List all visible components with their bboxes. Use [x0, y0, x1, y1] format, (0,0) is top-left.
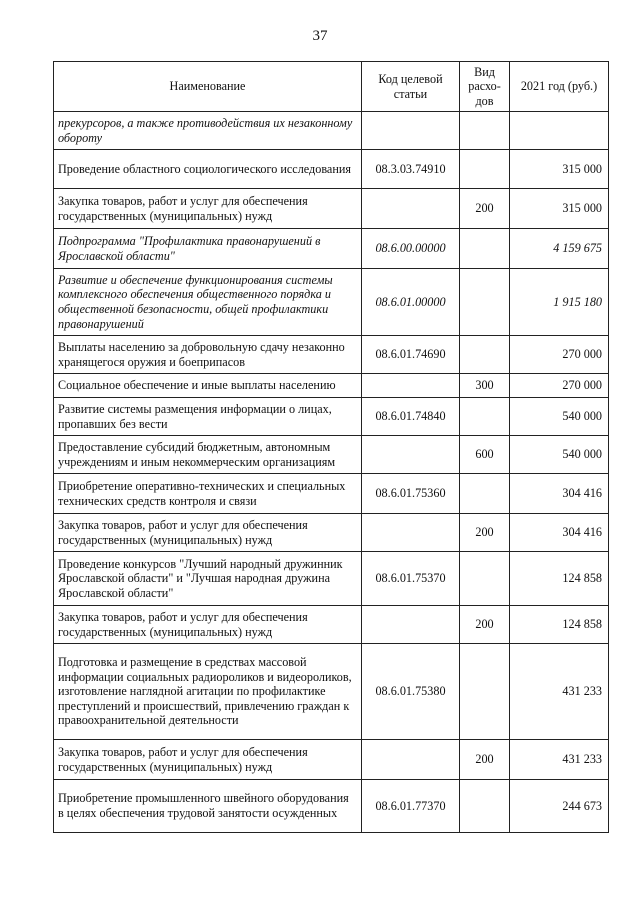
- row-kind-cell: [460, 229, 510, 269]
- row-name-cell: Закупка товаров, работ и услуг для обеспечения государственных (муниципальных) нужд: [54, 189, 362, 229]
- header-name: Наименование: [54, 62, 362, 112]
- header-amount: 2021 год (руб.): [510, 62, 609, 112]
- row-code-cell: 08.6.01.75370: [362, 552, 460, 606]
- table-body: [54, 112, 609, 833]
- row-amount-cell: 270 000: [510, 336, 609, 374]
- row-name-cell: прекурсоров, а также противодействия их незаконному обороту: [54, 112, 362, 150]
- row-kind-cell: [460, 398, 510, 436]
- row-amount-cell: 315 000: [510, 189, 609, 229]
- row-kind-cell: 200: [460, 514, 510, 552]
- row-code-cell: 08.3.03.74910: [362, 150, 460, 189]
- row-kind-cell: [460, 474, 510, 514]
- row-amount-cell: 431 233: [510, 740, 609, 780]
- table-row: [54, 514, 609, 552]
- row-name-cell: Подпрограмма "Профилактика правонарушений в Ярославской области": [54, 229, 362, 269]
- row-kind-cell: 200: [460, 740, 510, 780]
- row-code-cell: [362, 514, 460, 552]
- row-name-cell: Закупка товаров, работ и услуг для обеспечения государственных (муниципальных) нужд: [54, 740, 362, 780]
- row-name-cell: Выплаты населению за добровольную сдачу незаконно хранящегося оружия и боеприпасов: [54, 336, 362, 374]
- table-row: [54, 336, 609, 374]
- row-amount-cell: 540 000: [510, 436, 609, 474]
- table-header-row: [54, 62, 609, 112]
- table-row: [54, 436, 609, 474]
- row-amount-cell: 270 000: [510, 374, 609, 398]
- row-amount-cell: 124 858: [510, 606, 609, 644]
- row-name-cell: Социальное обеспечение и иные выплаты населению: [54, 374, 362, 398]
- row-code-cell: [362, 606, 460, 644]
- row-code-cell: [362, 189, 460, 229]
- row-code-cell: 08.6.00.00000: [362, 229, 460, 269]
- table-row: [54, 780, 609, 833]
- row-name-cell: Закупка товаров, работ и услуг для обеспечения государственных (муниципальных) нужд: [54, 514, 362, 552]
- row-amount-cell: 244 673: [510, 780, 609, 833]
- row-code-cell: 08.6.01.00000: [362, 269, 460, 336]
- row-code-cell: 08.6.01.75360: [362, 474, 460, 514]
- row-code-cell: [362, 436, 460, 474]
- table-row: [54, 474, 609, 514]
- row-kind-cell: [460, 150, 510, 189]
- row-kind-cell: [460, 112, 510, 150]
- table-row: [54, 374, 609, 398]
- row-code-cell: [362, 374, 460, 398]
- row-name-cell: Проведение областного социологического исследования: [54, 150, 362, 189]
- header-kind: Вид расхо-дов: [460, 62, 510, 112]
- row-kind-cell: 200: [460, 189, 510, 229]
- table-row: [54, 552, 609, 606]
- row-amount-cell: 304 416: [510, 514, 609, 552]
- row-name-cell: Закупка товаров, работ и услуг для обеспечения государственных (муниципальных) нужд: [54, 606, 362, 644]
- row-amount-cell: 315 000: [510, 150, 609, 189]
- page-number: 37: [312, 28, 328, 44]
- header-code: Код целевой статьи: [362, 62, 460, 112]
- table-row: [54, 606, 609, 644]
- table-row: [54, 229, 609, 269]
- row-amount-cell: 540 000: [510, 398, 609, 436]
- row-code-cell: 08.6.01.75380: [362, 644, 460, 740]
- row-kind-cell: [460, 336, 510, 374]
- table-row: [54, 269, 609, 336]
- row-kind-cell: [460, 269, 510, 336]
- budget-table: [53, 61, 609, 833]
- table-row: [54, 740, 609, 780]
- row-amount-cell: 304 416: [510, 474, 609, 514]
- row-name-cell: Развитие системы размещения информации о лицах, пропавших без вести: [54, 398, 362, 436]
- table-row: [54, 112, 609, 150]
- row-code-cell: 08.6.01.77370: [362, 780, 460, 833]
- row-kind-cell: 300: [460, 374, 510, 398]
- row-kind-cell: [460, 552, 510, 606]
- table-row: [54, 150, 609, 189]
- row-name-cell: Подготовка и размещение в средствах массовой информации социальных радиороликов и видеороликов, изготовление наглядной агитации по профилактике преступлений и происшествий, привлечению граждан к правоохранительной деятельности: [54, 644, 362, 740]
- row-code-cell: [362, 740, 460, 780]
- row-code-cell: 08.6.01.74840: [362, 398, 460, 436]
- row-kind-cell: 600: [460, 436, 510, 474]
- row-amount-cell: 1 915 180: [510, 269, 609, 336]
- row-amount-cell: 4 159 675: [510, 229, 609, 269]
- row-kind-cell: 200: [460, 606, 510, 644]
- row-name-cell: Приобретение оперативно-технических и специальных технических средств контроля и связи: [54, 474, 362, 514]
- table-row: [54, 189, 609, 229]
- row-code-cell: [362, 112, 460, 150]
- row-amount-cell: 124 858: [510, 552, 609, 606]
- row-amount-cell: [510, 112, 609, 150]
- row-name-cell: Развитие и обеспечение функционирования системы комплексного обеспечения общественного порядка и общественной безопасности, общей профилактики правонарушений: [54, 269, 362, 336]
- row-name-cell: Проведение конкурсов "Лучший народный дружинник Ярославской области" и "Лучшая народная дружина Ярославской области": [54, 552, 362, 606]
- row-code-cell: 08.6.01.74690: [362, 336, 460, 374]
- table-row: [54, 644, 609, 740]
- row-kind-cell: [460, 780, 510, 833]
- table-row: [54, 398, 609, 436]
- row-kind-cell: [460, 644, 510, 740]
- row-amount-cell: 431 233: [510, 644, 609, 740]
- row-name-cell: Предоставление субсидий бюджетным, автономным учреждениям и иным некоммерческим организациям: [54, 436, 362, 474]
- row-name-cell: Приобретение промышленного швейного оборудования в целях обеспечения трудовой занятости осужденных: [54, 780, 362, 833]
